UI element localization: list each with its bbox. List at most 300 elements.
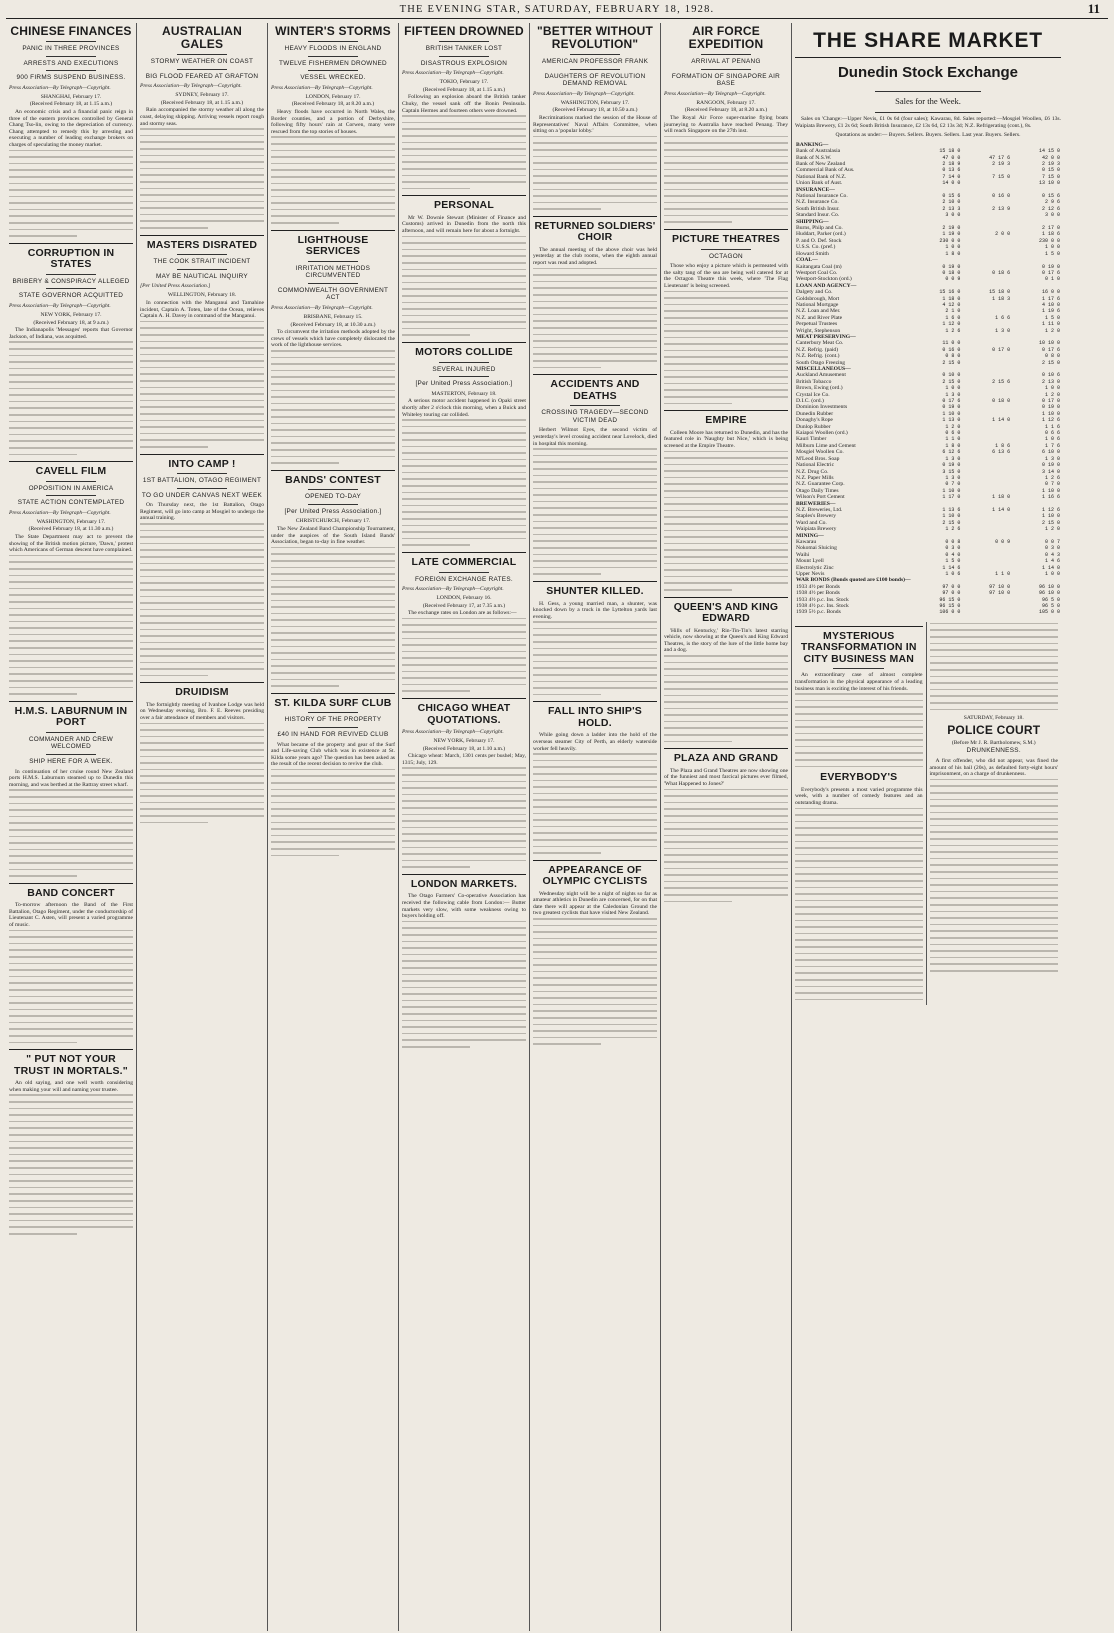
price-cell: 1 1 0 [995,571,1011,577]
article-divider [140,235,264,236]
text-filler [664,451,788,591]
article-divider [9,243,133,244]
price-cell: 1 6 0 [945,314,961,321]
article-headline: "BETTER WITHOUT REVOLUTION" [536,24,653,51]
security-name: Electrolytic Zinc [796,564,834,571]
divider [701,54,751,55]
article-received: (Received February 18, at 10.50 a.m.) [552,107,638,114]
article-subhead: VESSEL WRECKED. [300,74,366,82]
article-headline: PERSONAL [434,199,494,212]
text-filler [533,268,657,369]
price-cell: 6 12 6 [942,449,961,456]
price-cell: 11 0 0 [942,340,961,347]
divider [439,41,489,42]
divider [308,727,358,728]
security-name: MINING— [796,532,824,539]
divider [833,668,884,669]
security-name: N.Z. Refrig. (paid) [796,346,839,353]
article-credit: Press Association—By Telegraph—Copyright. [533,90,635,97]
price-cell: 1 2 0 [1044,526,1060,533]
price-cell: 0 19 0 [942,404,961,411]
security-name: Waihi [796,551,810,558]
text-filler [402,618,526,692]
article-received: (Received February 17, at 7.35 a.m.) [422,602,506,609]
price-cell: 1 7 6 [1044,442,1060,449]
article-dateline: BRISBANE, February 15. [303,314,363,321]
article-headline: ACCIDENTS AND DEATHS [550,378,640,402]
price-cell: 6 10 0 [1041,449,1060,456]
security-name: Mosgiel Woollen Co. [796,449,844,456]
article-subhead: FOREIGN EXCHANGE RATES. [414,575,514,583]
price-cell: 1 0 0 [1044,244,1060,251]
security-name: Wilson's Port Cement [796,494,845,501]
divider [875,91,981,92]
article-headline: LATE COMMERCIAL [411,556,517,568]
security-name: BANKING— [796,141,829,148]
security-name: Canterbury Meat Co. [796,340,844,347]
price-cell: 1 18 0 [942,295,961,302]
price-cell: 2 1 0 [945,308,961,315]
article [9,883,133,1044]
divider [177,473,227,474]
divider [177,54,227,55]
price-cell: 1 13 0 [942,417,961,424]
quotations-table [795,142,1061,616]
article-divider [533,701,657,702]
price-cell: 47 0 0 [942,154,961,161]
price-cell: 0 1 0 [1044,276,1060,283]
article-divider [402,698,526,699]
article-subhead: 900 FIRMS SUSPEND BUSINESS. [16,74,126,82]
article-body: Recriminations marked the session of the House of Representatives' Naval Affairs Committee, when sitting on a 'popular lobby.' [533,114,657,135]
text-filler [533,621,657,695]
article-received: (Received February 18, at 1.15 a.m.) [422,86,506,93]
article-subhead: COMMANDER AND CREW WELCOMED [28,735,114,751]
security-name: Auckland Amusement [796,372,846,379]
security-name: WAR BONDS (Bonds quoted are £100 bonds)— [796,577,911,584]
price-cell: 2 15 6 [992,378,1011,385]
security-name: INSURANCE— [796,186,835,193]
divider [177,69,227,70]
article-body: 'Hills of Kentucky,' Rin-Tin-Tin's latest starring vehicle, now showing at the Queen's and King Edward Theatres, is the story of the lure of the little home bay and a dog. [664,627,788,654]
price-cell: 0 0 9 [995,538,1011,545]
price-cell: 0 3 0 [1044,545,1060,552]
price-cell: 1 3 0 [945,455,961,462]
article-divider [533,374,657,375]
article-divider [664,229,788,230]
text-filler [9,789,133,876]
article-body: On Thursday next, the 1st Battalion, Otago Regiment, will go into camp at Mosgiel to undergo the annual training. [140,502,264,522]
divider [795,57,1061,58]
security-name: Wright, Stephenson [796,327,841,334]
article [402,874,526,1048]
price-cell: 15 18 0 [989,289,1011,296]
price-cell: 0 16 0 [942,346,961,353]
article-body: The Otago Farmers' Co-operative Association has received the following cable from London:— Butter markets very slow, with some weakness owing to buyers holding off. [402,893,526,920]
article-body: An old saying, and one well worth considering when making your will and naming your trustee. [9,1080,133,1093]
text-filler [664,789,788,903]
security-name: Burns, Philp and Co. [796,225,843,232]
price-cell: 4 10 0 [1041,301,1060,308]
price-cell: 3 15 0 [942,468,961,475]
article-dateline: NEW YORK, February 17. [40,312,102,319]
article-body: To-morrow afternoon the Band of the First Battalion, Otago Regiment, under the conductorship of Lieutenant C. Asten, will present a varied programme of music. [9,902,133,928]
article-subhead: COMMONWEALTH GOVERNMENT ACT [277,286,389,302]
price-cell: 230 0 0 [939,237,961,244]
price-cell: 1 1 6 [1044,423,1060,430]
article-divider [9,701,133,702]
security-name: Bank of New Zealand [796,161,846,167]
price-cell: 0 17 0 [1041,398,1060,405]
article-divider [664,748,788,749]
price-cell: 96 5 0 [1041,596,1060,603]
price-cell: 1 12 6 [1041,506,1060,513]
price-cell: 1 2 6 [945,526,961,533]
news-column-4 [399,23,530,1631]
article-headline: INTO CAMP ! [168,457,236,470]
price-cell: 97 10 0 [989,590,1011,597]
article-headline: DRUIDISM [175,686,229,699]
article [664,597,788,743]
news-column-2 [137,23,268,1631]
security-name: 1938 4½ per Bonds [796,590,840,597]
divider [308,489,358,490]
article-subhead: OPPOSITION IN AMERICA [28,484,114,492]
security-name: N.Z. Breweries, Ltd. [796,506,843,513]
price-cell: 0 18 0 [992,398,1011,405]
price-cell: 1 3 0 [995,327,1011,334]
article-subhead: BRIBERY & CONSPIRACY ALLEGED [12,277,130,285]
text-filler [402,921,526,1048]
price-cell: 2 10 0 [942,199,961,206]
price-cell: 0 10 6 [1041,372,1060,379]
price-cell: 1 10 0 [1041,410,1060,417]
article-headline: ST. KILDA SURF CLUB [274,696,392,709]
article-subhead: TO GO UNDER CANVAS NEXT WEEK [141,491,263,499]
price-cell: 2 0 0 [995,231,1011,238]
article-headline: CORRUPTION IN STATES [27,246,115,271]
divider [308,41,358,42]
security-name: Nokomai Sluicing [796,545,837,552]
article-credit: Press Association—By Telegraph—Copyright. [664,90,766,97]
security-name: SHIPPING— [796,218,829,225]
price-cell: 1 12 6 [1041,417,1060,424]
security-name: Dunlop Rubber [796,423,831,430]
price-cell: 7 14 0 [942,173,961,180]
article-dateline: WASHINGTON, February 17. [560,99,630,106]
price-cell: 1 18 6 [1041,231,1060,238]
text-filler [9,341,133,455]
text-filler [140,723,264,824]
text-filler [9,555,133,695]
security-name: Dunedin Rubber [796,410,834,417]
article [271,470,395,687]
security-name: BREWERIES— [796,500,836,507]
text-filler [533,448,657,575]
divider [308,712,358,713]
security-name: MISCELLANEOUS— [796,366,851,372]
article-body: An economic crisis and a financial panic reign in three of the eastern provinces controlled by General Chang Tso-lin, owing to the depreciation of currency. Chang attempted to remedy this by arresting and executing a number of leading exchange brokers on charges of speculating the money market. [9,108,133,148]
article-body: Rain accompanied the stormy weather all along the coast, delaying shipping. Arriving vessels report rough and stormy seas. [140,107,264,127]
article-credit: Press Association—By Telegraph—Copyright. [402,729,504,735]
security-name: Howard Smith [796,250,829,257]
price-cell: 2 13 0 [1041,378,1060,385]
text-filler [271,547,395,687]
security-name: Westport-Stockton (ord.) [796,276,852,283]
price-cell: 42 0 0 [1041,154,1060,161]
article-headline: H.M.S. LABURNUM IN PORT [14,704,128,729]
price-cell: 1 0 6 [945,571,961,577]
security-name: British Tobacco [796,378,832,385]
article-headline: POLICE COURT [947,722,1041,737]
price-cell: 1 5 0 [1044,314,1060,321]
price-cell: 1 19 0 [942,231,961,238]
article-divider [533,860,657,861]
price-cell: 2 15 0 [942,519,961,526]
security-name: Ward and Co. [796,519,827,526]
text-filler [402,767,526,868]
price-cell: 1 0 0 [945,385,961,392]
security-name: N.Z. and River Plate [796,314,843,321]
price-cell: 1 0 6 [1044,436,1060,443]
article-body: Mr W. Downie Stewart (Minister of Finance and Customs) arrived in Dunedin from the north this afternoon, and will remain here for about a fortnight. [402,214,526,234]
article [9,461,133,695]
article-headline: MOTORS COLLIDE [415,346,513,359]
article-dateline: SYDNEY, February 17. [175,92,229,99]
article-divider [271,470,395,471]
price-cell: 96 5 0 [1041,603,1060,610]
text-filler [9,150,133,237]
share-lower-right [930,622,1062,1006]
article-subhead: HISTORY OF THE PROPERTY [284,716,382,724]
article [533,581,657,695]
price-cell: 1 10 0 [942,513,961,520]
article-headline: AIR FORCE EXPEDITION [688,24,764,51]
news-column-6 [661,23,792,1631]
price-cell: 47 17 6 [989,154,1011,161]
divider [701,69,751,70]
price-cell: 0 15 6 [942,193,961,200]
price-cell: 2 19 3 [992,161,1011,167]
article [664,410,788,590]
article-divider [271,693,395,694]
security-name: Dalgety and Co. [796,289,833,296]
article [533,374,657,575]
article-dateline: MASTERTON, February 18. [431,390,497,397]
text-filler [402,115,526,189]
article-subhead: DAUGHTERS OF REVOLUTION DEMAND REMOVAL [544,72,646,88]
article-body: The New Zealand Band Championship Tournament, under the auspices of the South Island Bands' Association, began to-day in fine weather. [271,525,395,546]
security-name: COAL— [796,257,818,264]
article-subhead: SHIP HERE FOR A WEEK. [29,758,113,765]
article-divider [140,682,264,683]
article-received: (Received February 18, at 1.15 a.m.) [29,101,113,108]
price-cell: 1 19 6 [1041,308,1060,315]
article [402,342,526,546]
divider [308,56,358,57]
price-cell: 0 4 3 [1044,551,1060,558]
security-name: Milburn Lime and Cement [796,442,856,449]
price-cell: 2 18 9 [942,161,961,167]
security-name: LOAN AND AGENCY— [796,282,857,289]
price-cell: 0 17 6 [942,398,961,405]
share-market-intro: Sales on 'Change:—Upper Nevis, £1 0s 6d (four sales); Kawarau, 8d. Sales reported:—Mosgiel Woollen, £6 13s. Waipiata Brewery, £1 2s 6d; South British Insurance, £2 13s 6d, £2 13s 3d; N.Z. Refrigerating (cont.), 8s. [795,116,1061,129]
article-subhead: SEVERAL INJURED [432,365,496,373]
article-subhead: DRUNKENNESS. [966,747,1021,755]
price-cell: 0 17 0 [992,346,1011,353]
price-cell: 0 13 6 [942,167,961,174]
article [664,748,788,902]
security-name: D.I.C. (ord.) [796,398,824,405]
security-name: Bank of N.S.W. [796,154,832,161]
price-cell: 2 13 9 [992,205,1011,212]
article-body: A first offender, who did not appear, was fined the amount of his bail (20s), as defaulted forty-eight hours' imprisonment, on a charge of drunkenness. [929,757,1058,778]
article-divider [402,195,526,196]
price-cell: 0 19 0 [1041,462,1060,469]
price-cell: 1 10 0 [942,410,961,417]
divider [439,572,489,573]
price-cell: 0 19 0 [942,263,961,270]
text-filler [664,655,788,742]
article-divider [664,597,788,598]
quotations-header: Quotations as under:— Buyers. Sellers. Buyers. Sellers. Last year. Buyers. Sellers. [835,132,1021,139]
article-subhead: STATE GOVERNOR ACQUITTED [18,292,124,300]
price-cell: 1 10 0 [1041,513,1060,520]
article-body: The Plaza and Grand Theatres are now showing one of the funniest and most farcical pictures ever filmed, 'What Happened to Jones?' [664,767,788,787]
price-cell: 97 10 0 [989,583,1011,590]
price-cell: 13 10 0 [1038,180,1060,187]
price-cell: 1 6 6 [995,314,1011,321]
news-column-3 [268,23,399,1631]
article-divider [533,581,657,582]
price-cell: 0 10 0 [942,372,961,379]
divider [177,269,227,270]
page-number: 11 [1087,1,1100,16]
article [402,552,526,692]
article-headline: BAND CONCERT [27,886,115,899]
article-headline: CHINESE FINANCES [10,24,132,38]
divider [308,261,358,262]
security-name: P. and O. Def. Stock [796,237,842,244]
article-credit: Press Association—By Telegraph—Copyright. [9,509,111,516]
article-headline: " PUT NOT YOUR TRUST IN MORTALS." [14,1053,128,1077]
security-name: Union Bank of Aust. [796,180,843,187]
price-cell: 0 6 6 [1044,430,1060,437]
article-body: An extraordinary case of almost complete transformation in the physical appearance of a leading business man is exciting the interest of his friends. [795,672,923,692]
article [664,25,788,223]
price-cell: 0 19 0 [1041,404,1060,411]
price-cell: 0 18 6 [992,269,1011,276]
price-cell: 2 12 6 [1041,205,1060,212]
divider [439,362,489,363]
security-name: N.Z. Drug Co. [796,468,829,475]
price-cell: 0 0 8 [945,538,961,545]
price-cell: 1 8 0 [945,250,961,257]
article-dateline: CHRISTCHURCH, February 17. [295,518,371,525]
price-cell: 2 15 0 [1041,359,1060,366]
article [271,693,395,856]
article-dateline: NEW YORK, February 17. [433,738,495,744]
price-cell: 1 8 6 [995,442,1011,449]
article-credit: Press Association—By Telegraph—Copyright. [140,83,242,90]
security-name: N.Z. Paper Mills [796,474,834,481]
article-body: While going down a ladder into the hold of the overseas steamer City of Perth, an elderly waterside worker fell heavily. [533,732,657,752]
security-name: N.Z. Refrig. (cont.) [796,353,840,360]
article-received: (Received February 18, at 1.10 a.m.) [422,745,506,752]
text-filler [402,419,526,546]
text-filler [664,291,788,405]
article [533,701,657,853]
article-body: H. Gess, a young married man, a shunter, was knocked down by a truck in the Lyttelton yards last evening. [533,600,657,620]
article [9,25,133,237]
article-divider [664,410,788,411]
price-cell: 1 3 0 [945,391,961,398]
price-cell: 0 19 0 [1041,263,1060,270]
article [533,25,657,210]
article-body: Everybody's presents a most varied programme this week, with a number of comedy features and an outstanding drama. [795,786,923,806]
price-cell: 1 1 0 [945,436,961,443]
article-subhead: STORMY WEATHER ON COAST [150,58,254,65]
divider [177,488,227,489]
price-cell: 1 5 0 [945,558,961,565]
article-body: The Royal Air Force super-marine flying boats journeying to Australia have reached Penang. They will reach Singapore on the 27th inst. [664,114,788,135]
article-headline: AUSTRALIAN GALES [162,24,242,51]
security-name: Kawarau [796,538,817,545]
article-headline: FIFTEEN DROWNED [404,24,524,38]
article-headline: RETURNED SOLDIERS' CHOIR [534,219,656,244]
article [271,230,395,464]
text-filler [402,236,526,337]
price-cell: 2 15 0 [942,359,961,366]
divider [570,54,620,55]
article-body: In connection with the Manganui and Tamahine incident, Captain A. Toten, late of the Ocean, relieves Captain A. H. Davey in command of the Manganui. [140,299,264,320]
article-subhead: [Per United Press Association.] [415,380,513,388]
price-cell: 3 0 0 [945,212,961,219]
article-body: In continuation of her cruise round New Zealand ports H.M.S. Laburnum steamed up to Dunedin this morning, and was berthed at the Rattray street wharf. [9,768,133,788]
divider [46,41,96,42]
security-name: Crystal Ice Co. [796,391,830,398]
divider [46,754,96,755]
security-name: MEAT PRESERVING— [796,333,856,340]
divider [46,732,96,733]
share-market-column [792,23,1064,1631]
article-headline: CHICAGO WHEAT QUOTATIONS. [417,702,511,726]
article-headline: WINTER'S STORMS [275,24,391,38]
article-subhead: IRRITATION METHODS CIRCUMVENTED [295,264,371,280]
text-filler [140,321,264,448]
security-name: Kaiapoi Woollen (ord.) [796,430,848,437]
divider [46,288,96,289]
security-name: Staples's Brewery [796,513,837,520]
price-cell: 3 14 0 [1041,468,1060,475]
divider [46,70,96,71]
article [664,229,788,404]
security-name: Upper Nevis [796,571,825,577]
news-column-5 [530,23,661,1631]
price-cell: 1 17 6 [1041,295,1060,302]
price-cell: 1 18 3 [992,295,1011,302]
divider [875,112,981,113]
article-subhead: 1ST BATTALION, OTAGO REGIMENT [142,477,262,485]
article-divider [9,461,133,462]
price-cell: 0 7 0 [1044,481,1060,488]
price-cell: 2 19 3 [1041,161,1060,167]
article-headline: SHUNTER KILLED. [546,585,644,597]
article-divider [140,454,264,455]
article-body: Following an explosion aboard the British tanker Chuky, the vessel sank off the Bonin Peninsula. Captain Hermes and fourteen others were drowned. [402,94,526,114]
security-name: 1939 5½ p.c. Bonds [796,609,841,616]
price-cell: 15 18 0 [939,148,961,155]
